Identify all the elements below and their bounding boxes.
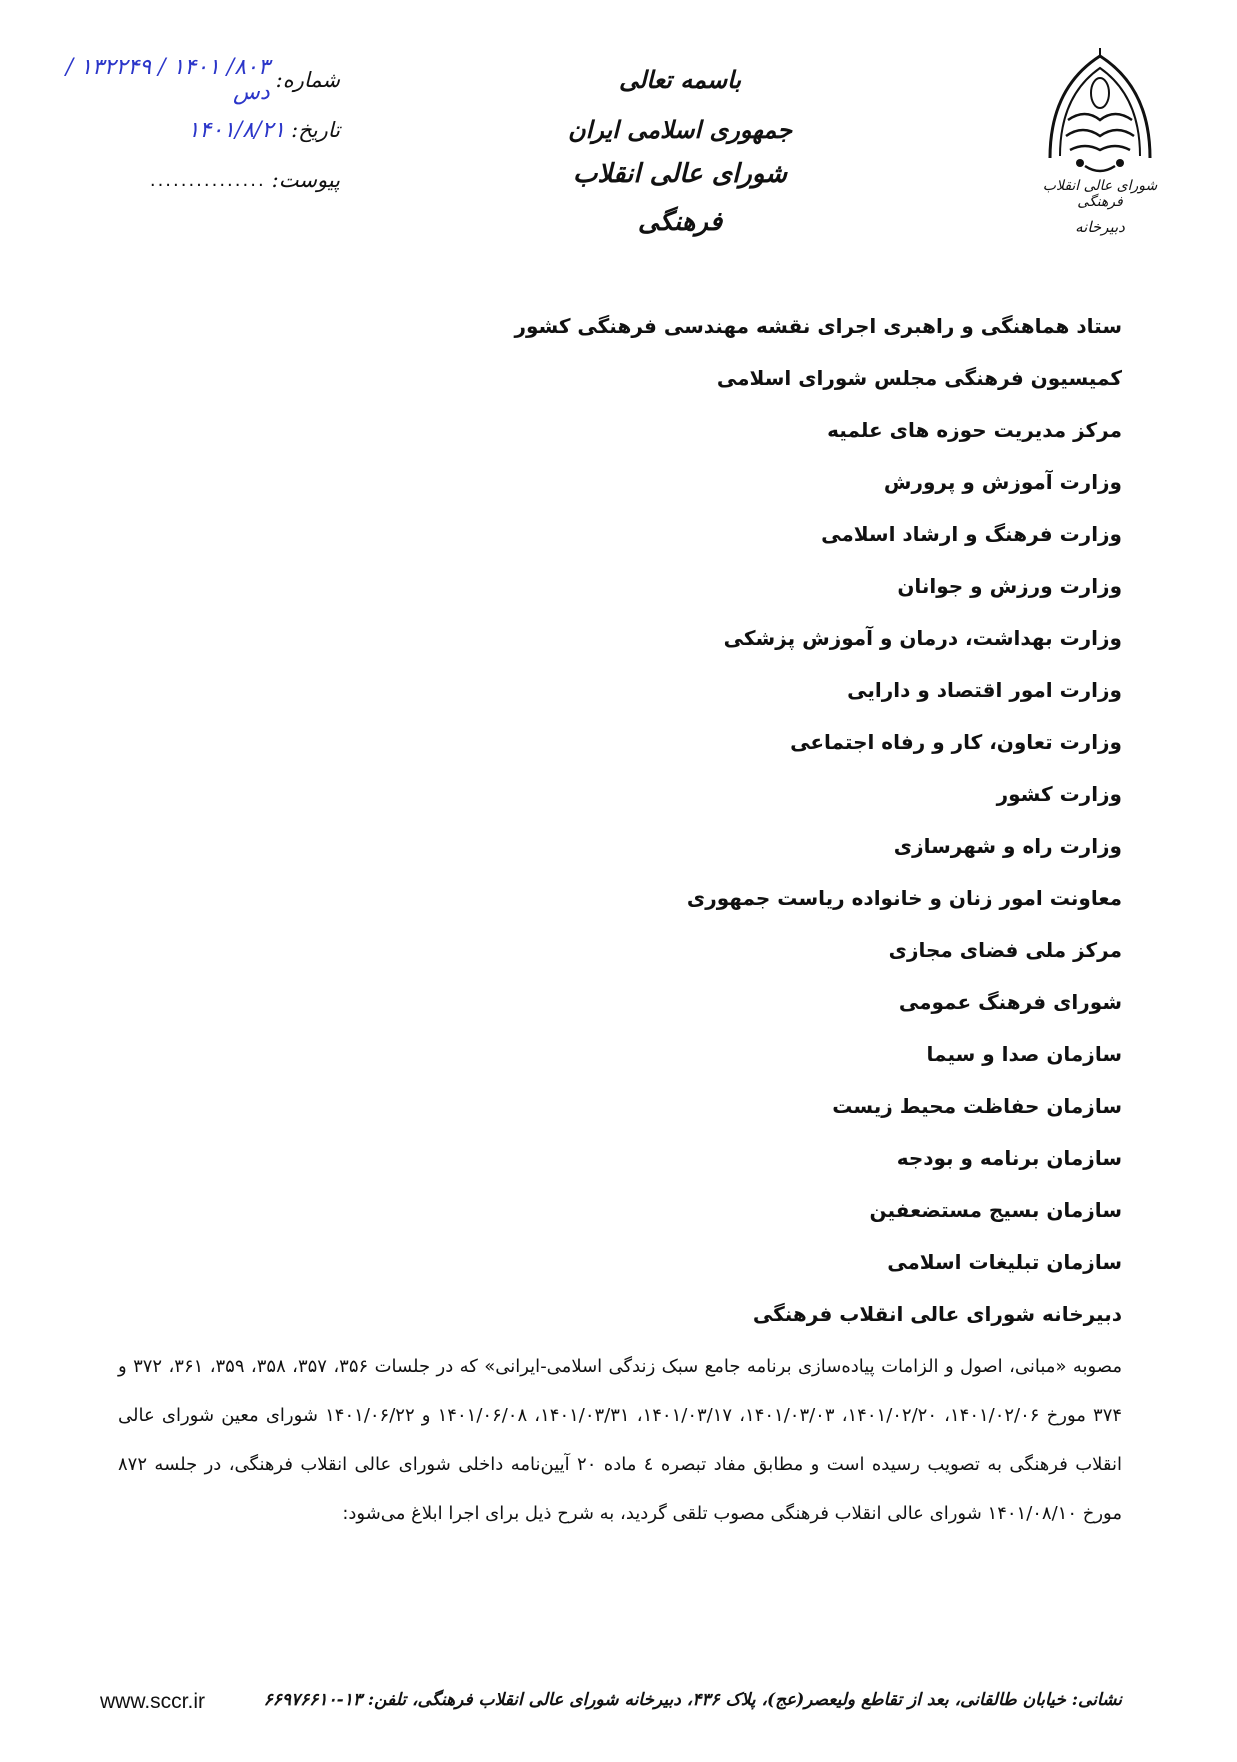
recipient-item: کمیسیون فرهنگی مجلس شورای اسلامی <box>716 366 1122 390</box>
recipient-list <box>514 300 1122 1340</box>
recipient-item: شورای فرهنگ عمومی <box>898 990 1122 1014</box>
emblem-caption: شورای عالی انقلاب فرهنگی <box>1042 178 1158 210</box>
website-link[interactable]: www.sccr.ir <box>100 1690 205 1713</box>
letter-attachment-value: ............... <box>149 169 266 191</box>
basmala-line: باسمه تعالی <box>618 65 742 94</box>
letter-attachment-row <box>40 155 340 205</box>
recipient-item: سازمان بسیج مستضعفین <box>869 1198 1122 1222</box>
letter-number-row <box>40 55 340 105</box>
recipient-item: مرکز ملی فضای مجازی <box>888 938 1122 962</box>
recipient-item: سازمان صدا و سیما <box>926 1042 1122 1066</box>
recipient-item: ستاد هماهنگی و راهبری اجرای نقشه مهندسی فرهنگی کشور <box>514 314 1122 338</box>
letter-number-label: شماره: <box>275 68 340 92</box>
council-emblem <box>1030 48 1170 268</box>
recipient-item: وزارت ورزش و جوانان <box>897 574 1122 598</box>
recipient-item: سازمان تبلیغات اسلامی <box>887 1250 1122 1274</box>
letterhead-title <box>550 50 810 237</box>
council-line: شورای عالی انقلاب فرهنگی <box>572 159 788 237</box>
letter-attachment-label: پیوست: <box>271 168 340 192</box>
recipient-item: دبیرخانه شورای عالی انقلاب فرهنگی <box>752 1302 1122 1326</box>
emblem-subtitle: دبیرخانه <box>1075 218 1125 236</box>
recipient-item: سازمان حفاظت محیط زیست <box>832 1094 1122 1118</box>
recipient-item: وزارت کشور <box>996 782 1122 806</box>
recipient-item: معاونت امور زنان و خانواده ریاست جمهوری <box>686 886 1122 910</box>
recipient-item: وزارت راه و شهرسازی <box>893 834 1122 858</box>
country-line: جمهوری اسلامی ایران <box>567 115 793 144</box>
recipient-item: وزارت فرهنگ و ارشاد اسلامی <box>821 522 1122 546</box>
recipient-item: سازمان برنامه و بودجه <box>896 1146 1122 1170</box>
recipient-item: وزارت تعاون، کار و رفاه اجتماعی <box>790 730 1122 754</box>
letter-date-value: ۱۴۰۱/۸/۲۱ <box>187 117 286 143</box>
letter-date-row <box>40 105 340 155</box>
recipient-item: وزارت آموزش و پرورش <box>883 470 1122 494</box>
letter-number-value: ۸۰۳/ ۱۴۰۱ / ۱۳۲۲۴۹ /دس <box>65 55 270 105</box>
recipient-item: وزارت امور اقتصاد و دارایی <box>847 678 1122 702</box>
recipient-item: مرکز مدیریت حوزه های علمیه <box>827 418 1122 442</box>
resolution-paragraph: مصوبه «مبانی، اصول و الزامات پیاده‌سازی برنامه جامع سبک زندگی اسلامی-ایرانی» که در جلسات ۳۵۶، ۳۵۷، ۳۵۸، ۳۵۹، ۳۶۱، ۳۷۲ و ۳۷۴ مورخ ۱۴۰۱/۰۲/۰۶، ۱۴۰۱/۰۲/۲۰، ۱۴۰۱/۰۳/۰۳، ۱۴۰۱/۰۳/۱۷، ۱۴۰۱/۰۳/۳۱، ۱۴۰۱/۰۶/۰۸ و ۱۴۰۱/۰۶/۲۲ شورای معین شورای عالی انقلاب فرهنگی به تصویب رسیده است و مطابق مفاد تبصره ٤ ماده ۲۰ آیین‌نامه داخلی شورای عالی انقلاب فرهنگی، در جلسه ۸۷۲ مورخ ۱۴۰۱/۰۸/۱۰ شورای عالی انقلاب فرهنگی مصوب تلقی گردید، به شرح ذیل برای اجرا ابلاغ می‌شود: <box>118 1356 1123 1524</box>
footer-address: نشانی: خیابان طالقانی، بعد از تقاطع ولیعصر(عج)، پلاک ۴۳۶، دبیرخانه شورای عالی انقلاب فرهنگی، تلفن: ۱۳-۶۶۹۷۶۶۱۰ <box>263 1690 1122 1710</box>
letter-meta <box>40 55 340 205</box>
recipient-item: وزارت بهداشت، درمان و آموزش پزشکی <box>723 626 1122 650</box>
council-logo-icon <box>1040 48 1160 178</box>
letter-date-label: تاریخ: <box>291 118 340 142</box>
